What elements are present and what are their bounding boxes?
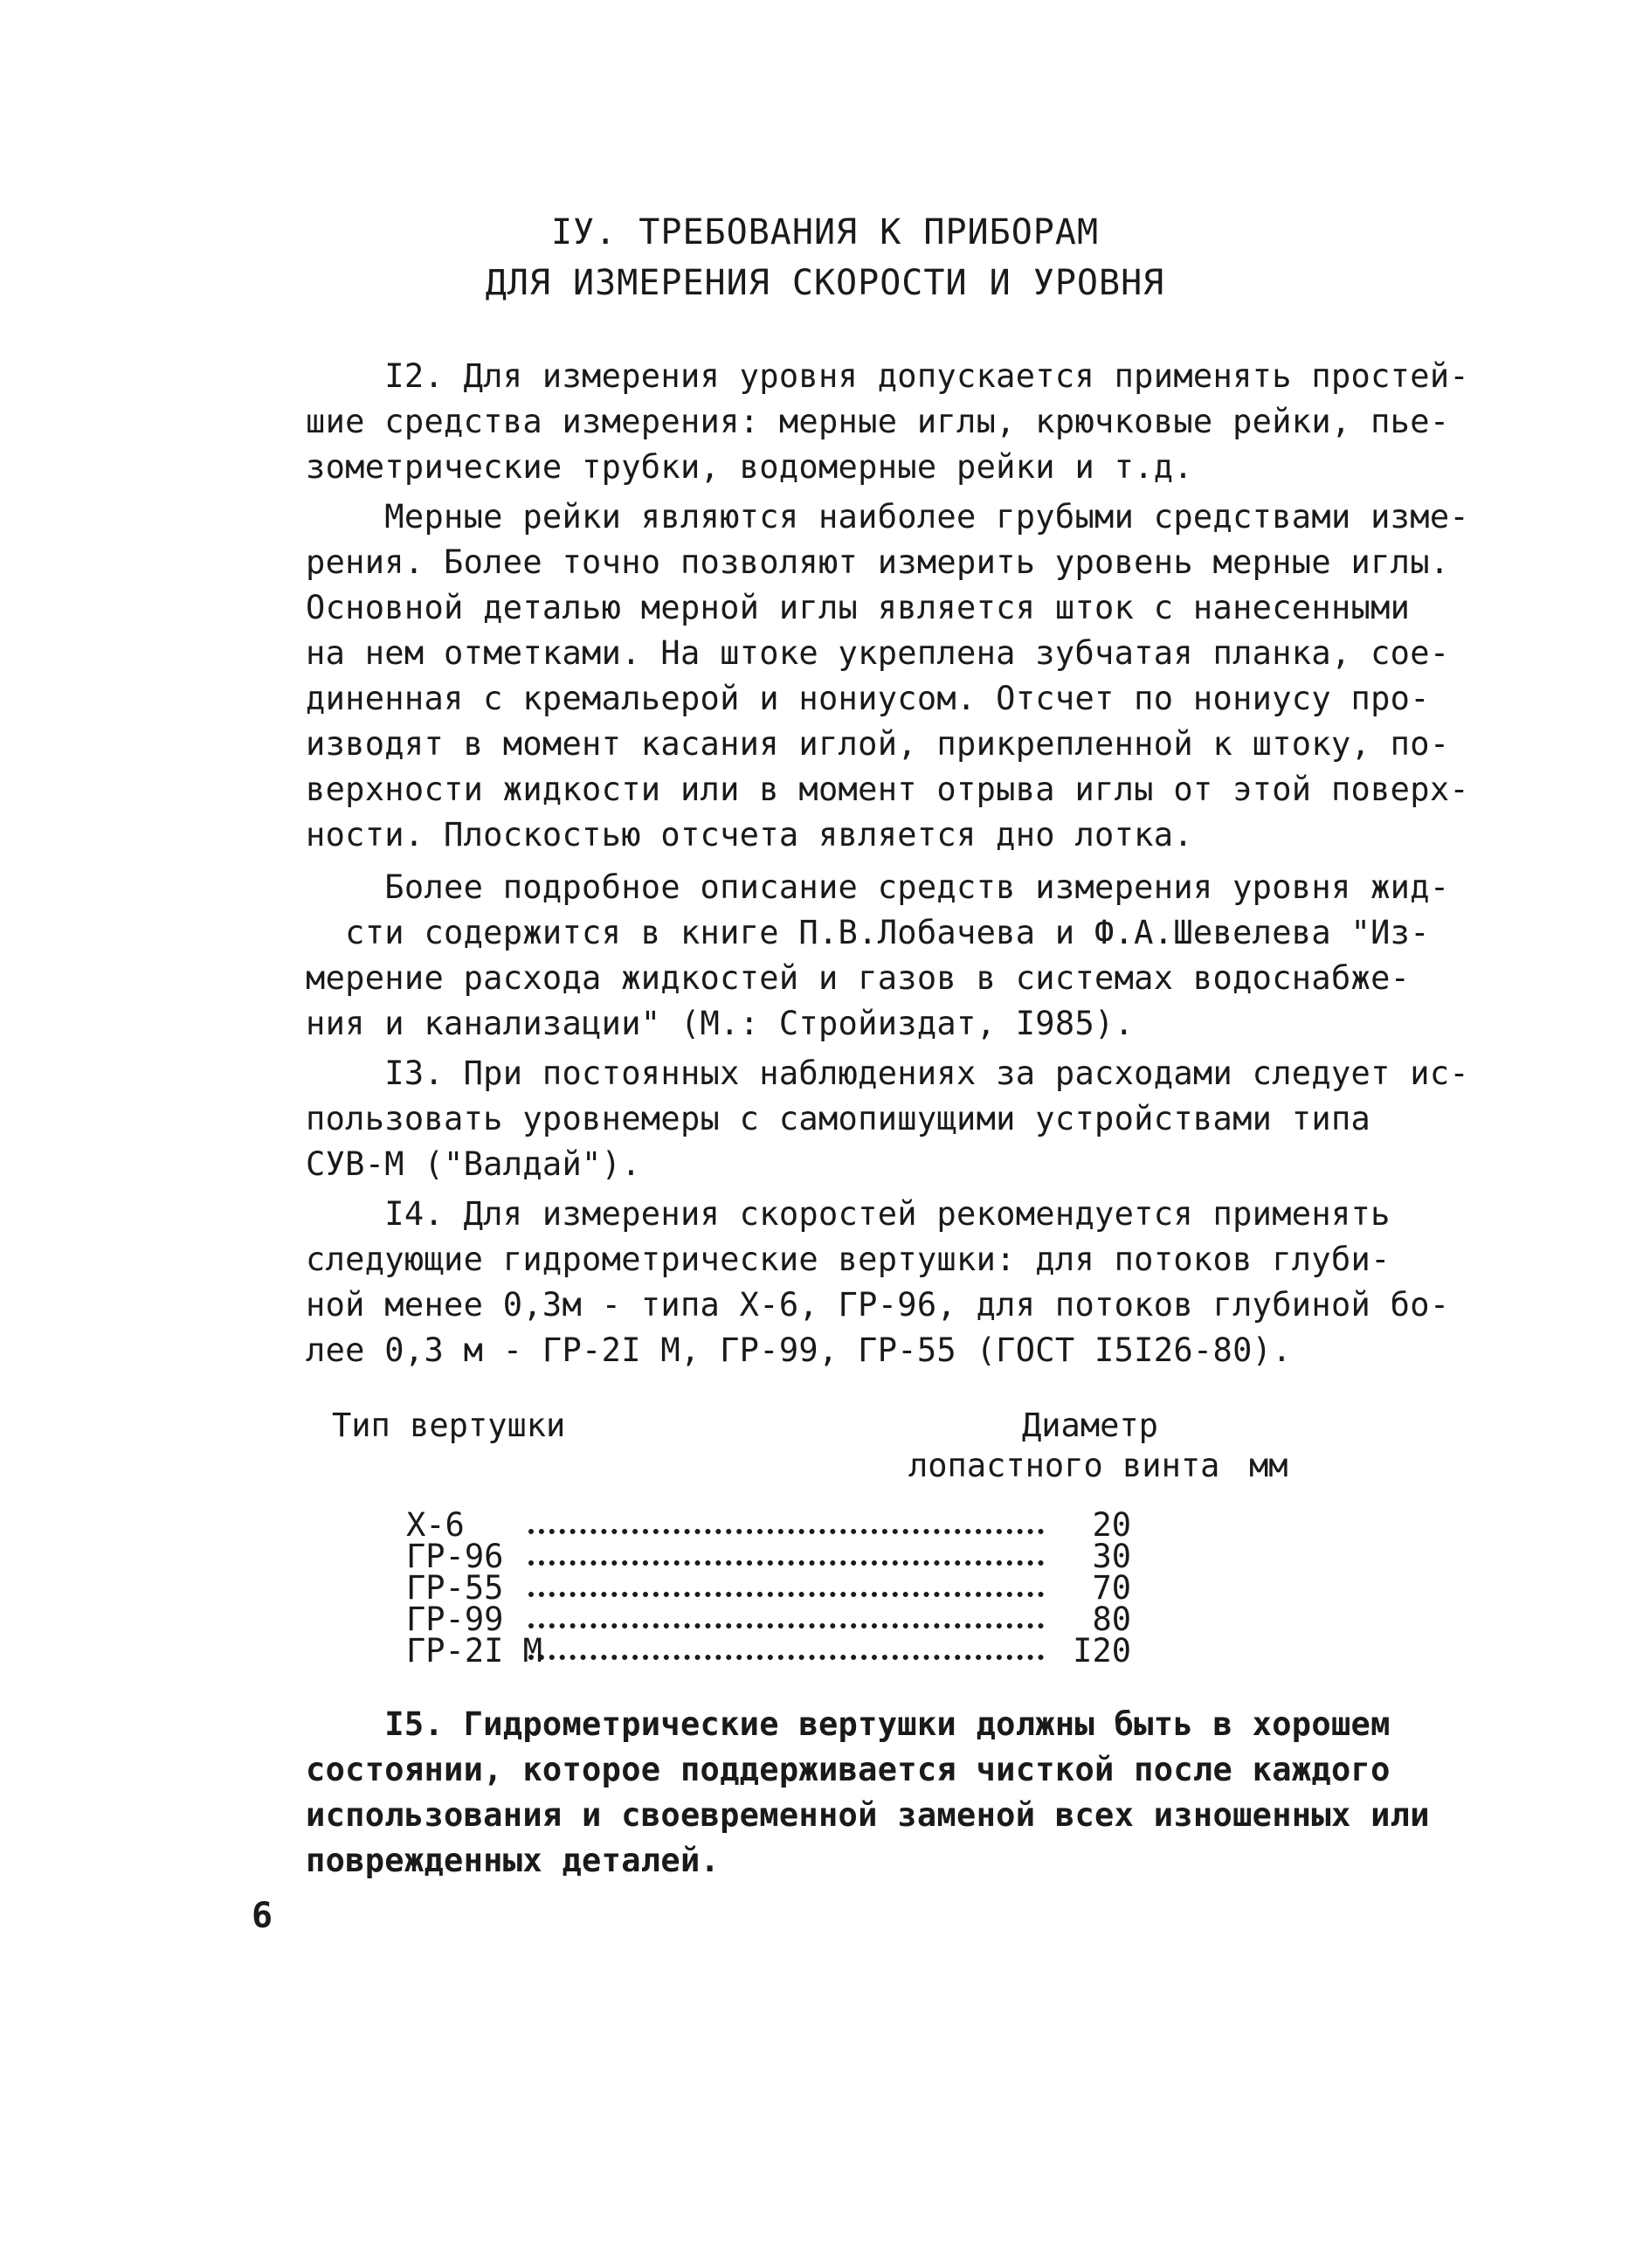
- row-type: Х-6: [406, 1506, 465, 1544]
- table-header-diameter: Диаметр: [1022, 1407, 1158, 1444]
- text-line: лее 0,3 м - ГР-2I М, ГР-99, ГР-55 (ГОСТ I5I26-80).: [306, 1331, 1292, 1369]
- text-line: пользовать уровнемеры с самопишущими устройствами типа: [306, 1100, 1371, 1137]
- row-type: ГР-55: [406, 1569, 504, 1607]
- row-diameter: 70: [1092, 1569, 1131, 1607]
- table-row: [406, 1506, 1157, 1544]
- row-type: ГР-99: [406, 1601, 504, 1638]
- text-line: использования и своевременной заменой всех изношенных или: [306, 1796, 1430, 1834]
- text-line: сти содержится в книге П.В.Лобачева и Ф.А.Шевелева "Из-: [306, 914, 1430, 951]
- text-line: зометрические трубки, водомерные рейки и т.д.: [306, 448, 1193, 486]
- dot-leader: [528, 1560, 1044, 1566]
- table-row: [406, 1538, 1157, 1575]
- text-line: ной менее 0,3м - типа Х-6, ГР-96, для потоков глубиной бо-: [306, 1286, 1450, 1324]
- text-line: на нем отметками. На штоке укреплена зубчатая планка, сое-: [306, 634, 1450, 672]
- text-line: рения. Более точно позволяют измерить уровень мерные иглы.: [306, 543, 1450, 581]
- text-line: поврежденных деталей.: [306, 1842, 721, 1879]
- paragraph-15: [306, 1702, 1430, 1884]
- row-diameter: 80: [1092, 1601, 1131, 1638]
- text-line: мерение расхода жидкостей и газов в системах водоснабже-: [306, 959, 1411, 997]
- text-line: диненная с кремальерой и нониусом. Отсчет по нониусу про-: [306, 680, 1430, 717]
- text-line: ния и канализации" (М.: Стройиздат, I985).: [306, 1005, 1135, 1042]
- section-title-line-1: IУ. ТРЕБОВАНИЯ К ПРИБОРАМ: [550, 212, 1100, 252]
- text-line: Более подробное описание средств измерения уровня жид-: [306, 868, 1450, 906]
- table-row: [406, 1569, 1157, 1607]
- row-diameter: 20: [1092, 1506, 1131, 1544]
- paragraph-14: [306, 1192, 1450, 1373]
- table-rows: [406, 1506, 1157, 1670]
- text-line: Мерные рейки являются наиболее грубыми средствами изме-: [306, 498, 1469, 536]
- text-line: I4. Для измерения скоростей рекомендуется применять: [306, 1195, 1391, 1233]
- text-line: I5. Гидрометрические вертушки должны быть в хорошем: [306, 1705, 1391, 1743]
- row-diameter: I20: [1073, 1632, 1131, 1670]
- dot-leader: [528, 1623, 1044, 1628]
- table-header-type: Тип вертушки: [332, 1407, 566, 1444]
- text-line: состоянии, которое поддерживается чисткой после каждого: [306, 1751, 1391, 1788]
- table-header-unit: мм: [1249, 1447, 1288, 1484]
- row-type: ГР-96: [406, 1538, 504, 1575]
- page-number: 6: [252, 1896, 273, 1936]
- text-line: следующие гидрометрические вертушки: для потоков глуби-: [306, 1241, 1391, 1278]
- table-header-rotor: лопастного винта: [908, 1447, 1220, 1484]
- dot-leader: [528, 1655, 1044, 1660]
- paragraph-13: [306, 1051, 1469, 1187]
- table-row: [406, 1601, 1157, 1638]
- text-line: верхности жидкости или в момент отрыва иглы от этой поверх-: [306, 771, 1469, 808]
- text-line: I2. Для измерения уровня допускается применять простей-: [306, 357, 1469, 395]
- text-line: ности. Плоскостью отсчета является дно лотка.: [306, 816, 1193, 854]
- dot-leader: [528, 1529, 1044, 1534]
- text-line: шие средства измерения: мерные иглы, крючковые рейки, пье-: [306, 403, 1450, 440]
- table-row: [406, 1632, 1157, 1670]
- text-line: Основной деталью мерной иглы является шток с нанесенными: [306, 589, 1411, 626]
- text-line: I3. При постоянных наблюдениях за расходами следует ис-: [306, 1054, 1469, 1092]
- section-title-line-2: ДЛЯ ИЗМЕРЕНИЯ СКОРОСТИ И УРОВНЯ: [485, 263, 1165, 303]
- text-line: изводят в момент касания иглой, прикрепленной к штоку, по-: [306, 725, 1450, 763]
- row-diameter: 30: [1092, 1538, 1131, 1575]
- paragraph-12-measuring-rods: [306, 494, 1469, 858]
- paragraph-12-reference: [306, 865, 1450, 1047]
- dot-leader: [528, 1592, 1044, 1597]
- text-line: СУВ-М ("Валдай").: [306, 1145, 641, 1183]
- paragraph-12: [306, 354, 1469, 490]
- row-type: ГР-2I М: [406, 1632, 542, 1670]
